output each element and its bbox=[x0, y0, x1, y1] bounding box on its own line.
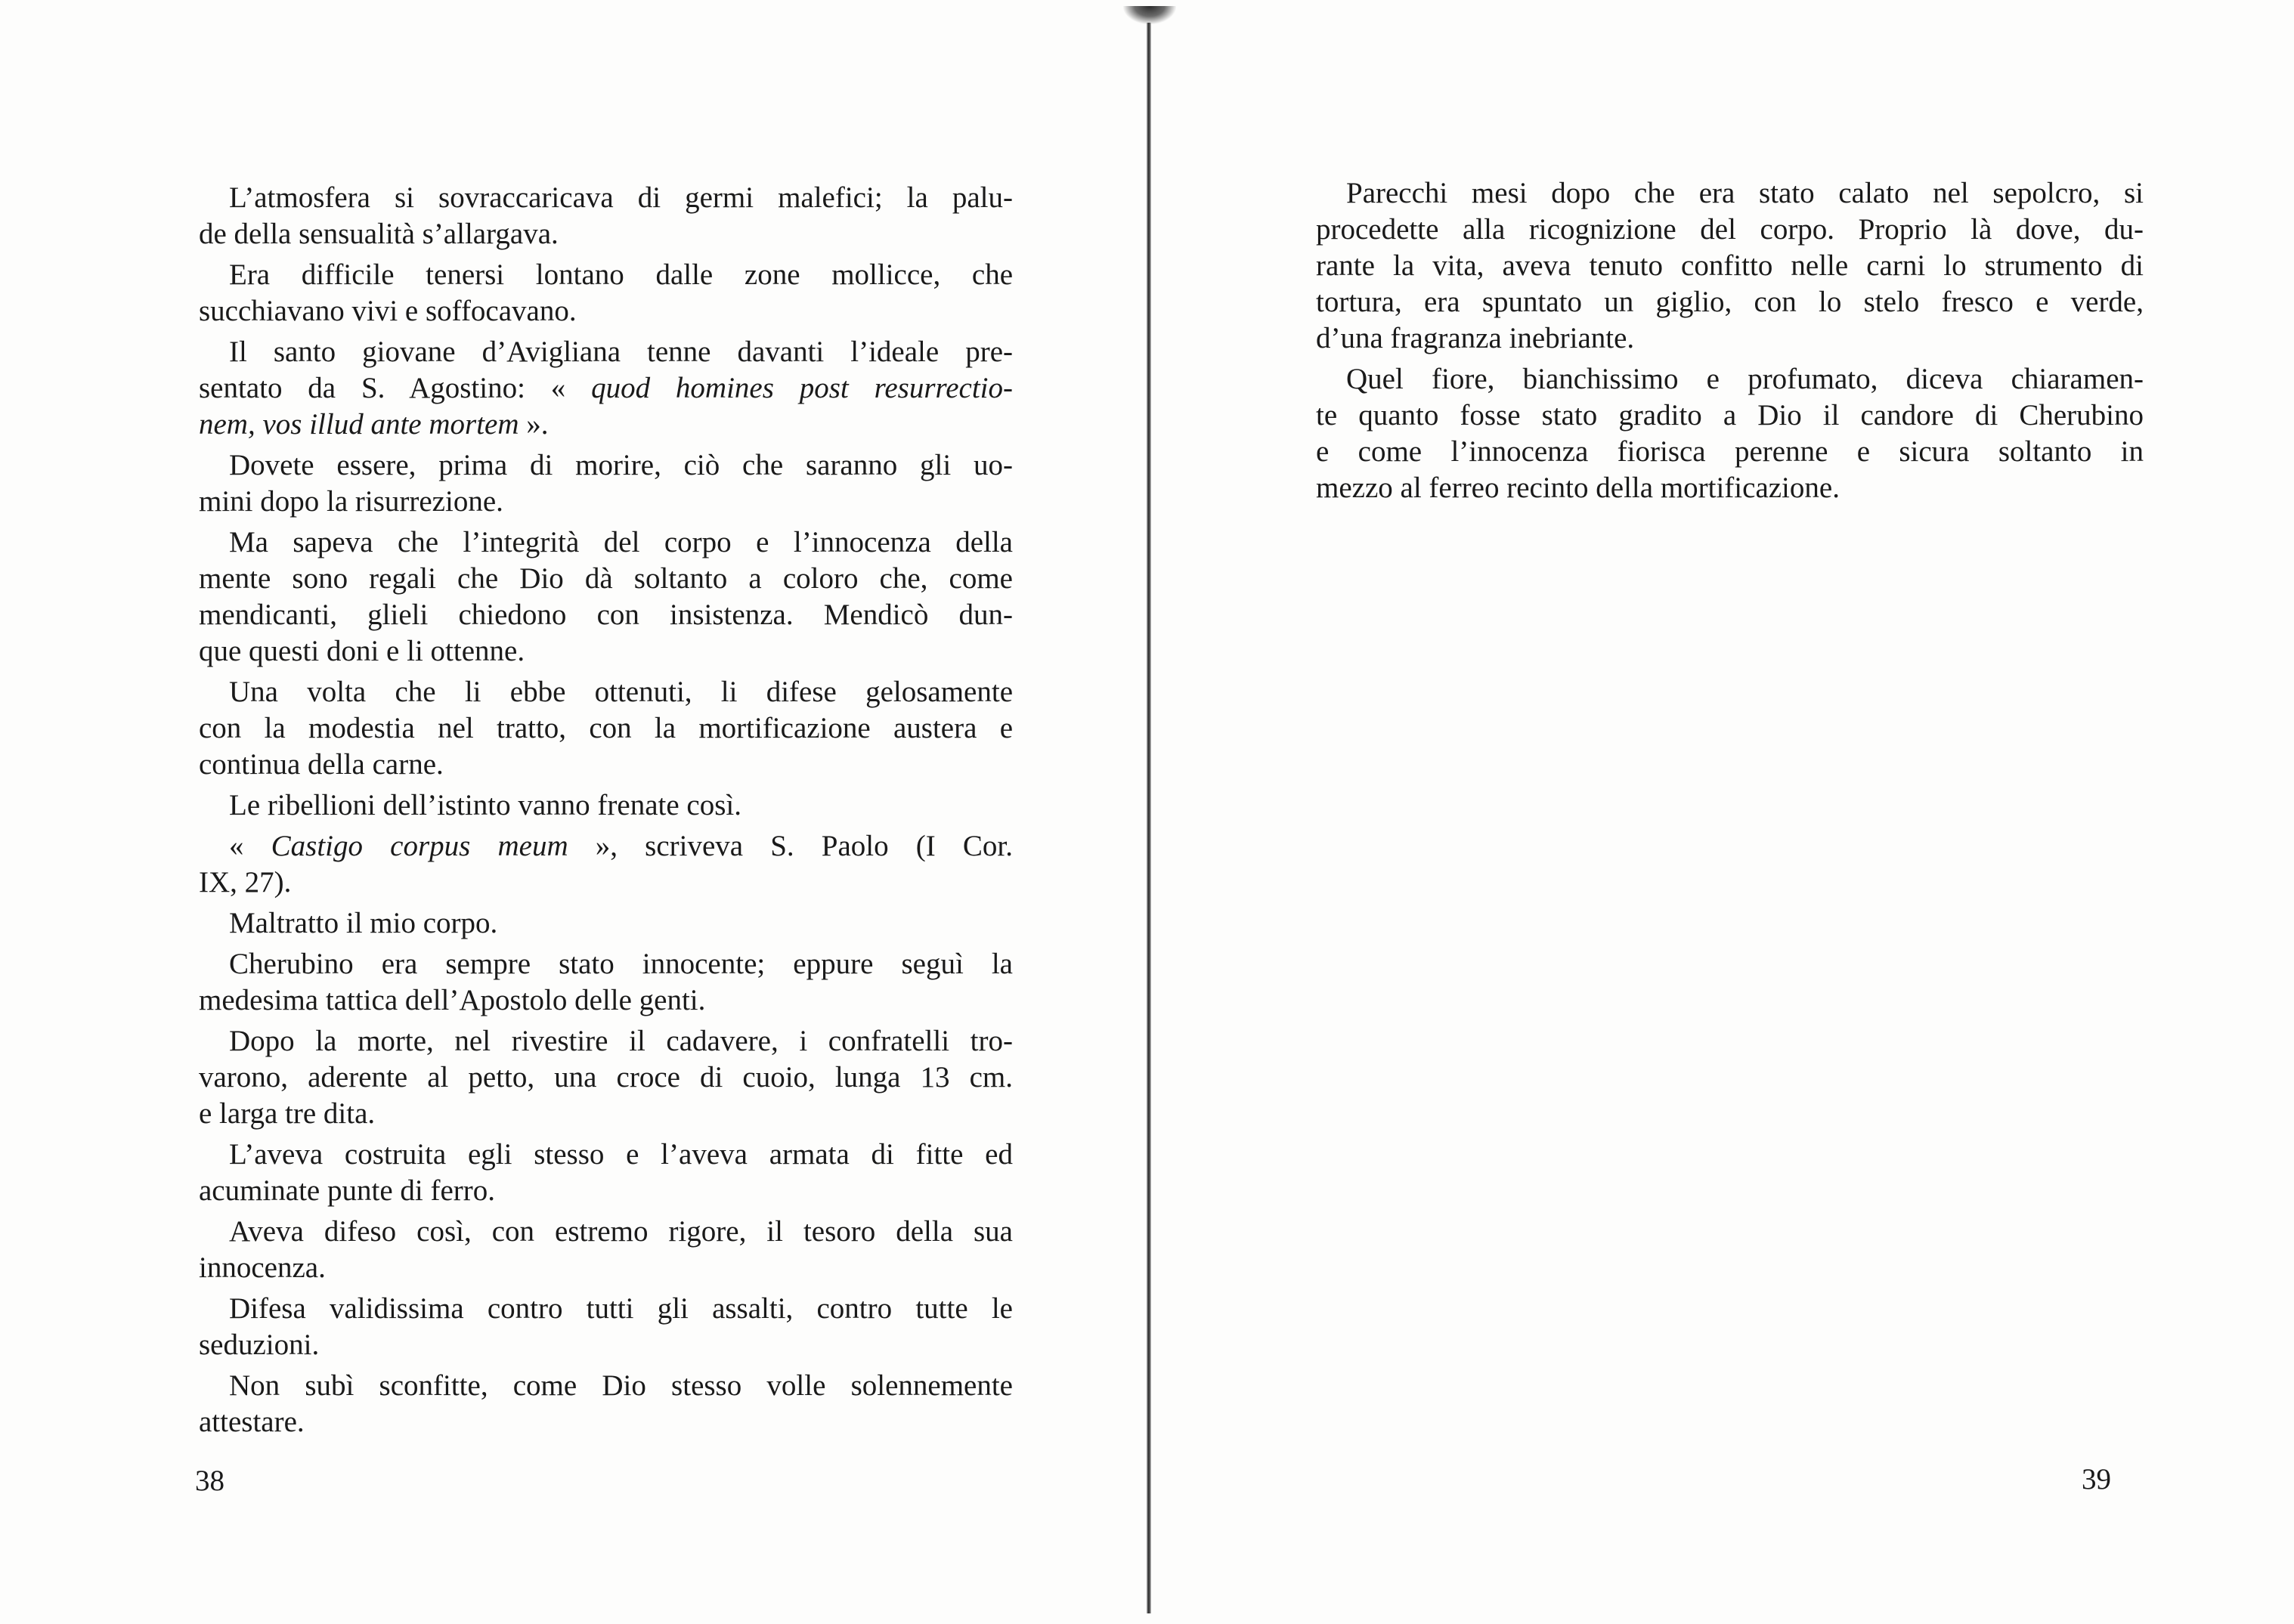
text-line: IX, 27). bbox=[199, 866, 292, 899]
text-line-latin-quote: sentato da S. Agostino: « quod homines post resurrectio- bbox=[199, 372, 1013, 404]
text-line: varono, aderente al petto, una croce di cuoio, lunga 13 cm. bbox=[199, 1061, 1013, 1093]
text-line: d’una fragranza inebriante. bbox=[1316, 322, 1635, 354]
paragraph bbox=[199, 946, 1013, 1019]
text-line: e larga tre dita. bbox=[199, 1097, 376, 1130]
paragraph bbox=[199, 334, 1013, 443]
paragraph bbox=[199, 674, 1013, 783]
left-page-text bbox=[199, 180, 1013, 1445]
paragraph bbox=[199, 828, 1013, 901]
paragraph bbox=[199, 1137, 1013, 1209]
text-line: L’atmosfera si sovraccaricava di germi malefici; la palu- bbox=[229, 181, 1013, 214]
text-line: continua della carne. bbox=[199, 748, 444, 781]
text-line: Cherubino era sempre stato innocente; eppure seguì la bbox=[229, 948, 1013, 980]
paragraph bbox=[199, 447, 1013, 520]
text-line: Dovete essere, prima di morire, ciò che saranno gli uo- bbox=[229, 449, 1013, 481]
text-line: Non subì sconfitte, come Dio stesso volle solennemente bbox=[229, 1369, 1013, 1402]
text-line: Parecchi mesi dopo che era stato calato nel sepolcro, si bbox=[1346, 177, 2144, 209]
paragraph bbox=[199, 787, 1013, 824]
text-line: Ma sapeva che l’integrità del corpo e l’innocenza della bbox=[229, 526, 1013, 558]
text-line: de della sensualità s’allargava. bbox=[199, 218, 559, 250]
paragraph bbox=[199, 257, 1013, 329]
text-line-latin-quote: nem, vos illud ante mortem ». bbox=[199, 408, 549, 441]
text-line: Difesa validissima contro tutti gli assalti, contro tutte le bbox=[229, 1292, 1013, 1325]
text-line: Il santo giovane d’Avigliana tenne davanti l’ideale pre- bbox=[229, 336, 1013, 368]
text-line: mente sono regali che Dio dà soltanto a coloro che, come bbox=[199, 562, 1013, 595]
text-line: procedette alla ricognizione del corpo. Proprio là dove, du- bbox=[1316, 213, 2144, 246]
text-line: innocenza. bbox=[199, 1251, 326, 1284]
text-line: tortura, era spuntato un giglio, con lo stelo fresco e verde, bbox=[1316, 286, 2144, 318]
right-page bbox=[1156, 0, 2294, 1624]
text-line: L’aveva costruita egli stesso e l’aveva armata di fitte ed bbox=[229, 1138, 1013, 1171]
paragraph bbox=[199, 180, 1013, 252]
text-line: succhiavano vivi e soffocavano. bbox=[199, 295, 577, 327]
text-line: mendicanti, glieli chiedono con insistenza. Mendicò dun- bbox=[199, 599, 1013, 631]
text-line: te quanto fosse stato gradito a Dio il candore di Cherubino bbox=[1316, 399, 2144, 432]
text-line: Era difficile tenersi lontano dalle zone mollicce, che bbox=[229, 258, 1013, 291]
text-line: Le ribellioni dell’istinto vanno frenate così. bbox=[229, 789, 741, 821]
paragraph bbox=[1316, 175, 2144, 357]
gutter-fold-line bbox=[1147, 23, 1151, 1613]
page-number: 38 bbox=[195, 1465, 224, 1497]
text-line: e come l’innocenza fiorisca perenne e sicura soltanto in bbox=[1316, 435, 2144, 468]
paragraph bbox=[199, 905, 1013, 942]
text-line: mini dopo la risurrezione. bbox=[199, 485, 503, 518]
text-line: attestare. bbox=[199, 1406, 305, 1438]
text-line: Dopo la morte, nel rivestire il cadavere, i confratelli tro- bbox=[229, 1025, 1013, 1057]
right-page-text bbox=[1316, 175, 2144, 511]
paragraph bbox=[199, 1291, 1013, 1363]
text-line: con la modestia nel tratto, con la mortificazione austera e bbox=[199, 712, 1013, 744]
paragraph bbox=[1316, 361, 2144, 506]
text-line: seduzioni. bbox=[199, 1329, 320, 1361]
paragraph bbox=[199, 1368, 1013, 1440]
text-line: acuminate punte di ferro. bbox=[199, 1174, 495, 1207]
page-number: 39 bbox=[2082, 1463, 2111, 1496]
left-page bbox=[0, 0, 1145, 1624]
paragraph bbox=[199, 1214, 1013, 1286]
text-line: Quel fiore, bianchissimo e profumato, diceva chiaramen- bbox=[1346, 363, 2144, 395]
text-line: Aveva difeso così, con estremo rigore, il tesoro della sua bbox=[229, 1215, 1013, 1248]
text-line: Maltratto il mio corpo. bbox=[229, 907, 498, 939]
paragraph bbox=[199, 524, 1013, 670]
text-line: Una volta che li ebbe ottenuti, li difese gelosamente bbox=[229, 676, 1013, 708]
text-line: medesima tattica dell’Apostolo delle genti. bbox=[199, 984, 706, 1016]
text-line: que questi doni e li ottenne. bbox=[199, 635, 525, 667]
text-line-latin-quote: « Castigo corpus meum », scriveva S. Paolo (I Cor. bbox=[229, 830, 1014, 862]
paragraph bbox=[199, 1023, 1013, 1132]
text-line: mezzo al ferreo recinto della mortificazione. bbox=[1316, 472, 1840, 504]
text-line: rante la vita, aveva tenuto confitto nelle carni lo strumento di bbox=[1316, 249, 2144, 282]
